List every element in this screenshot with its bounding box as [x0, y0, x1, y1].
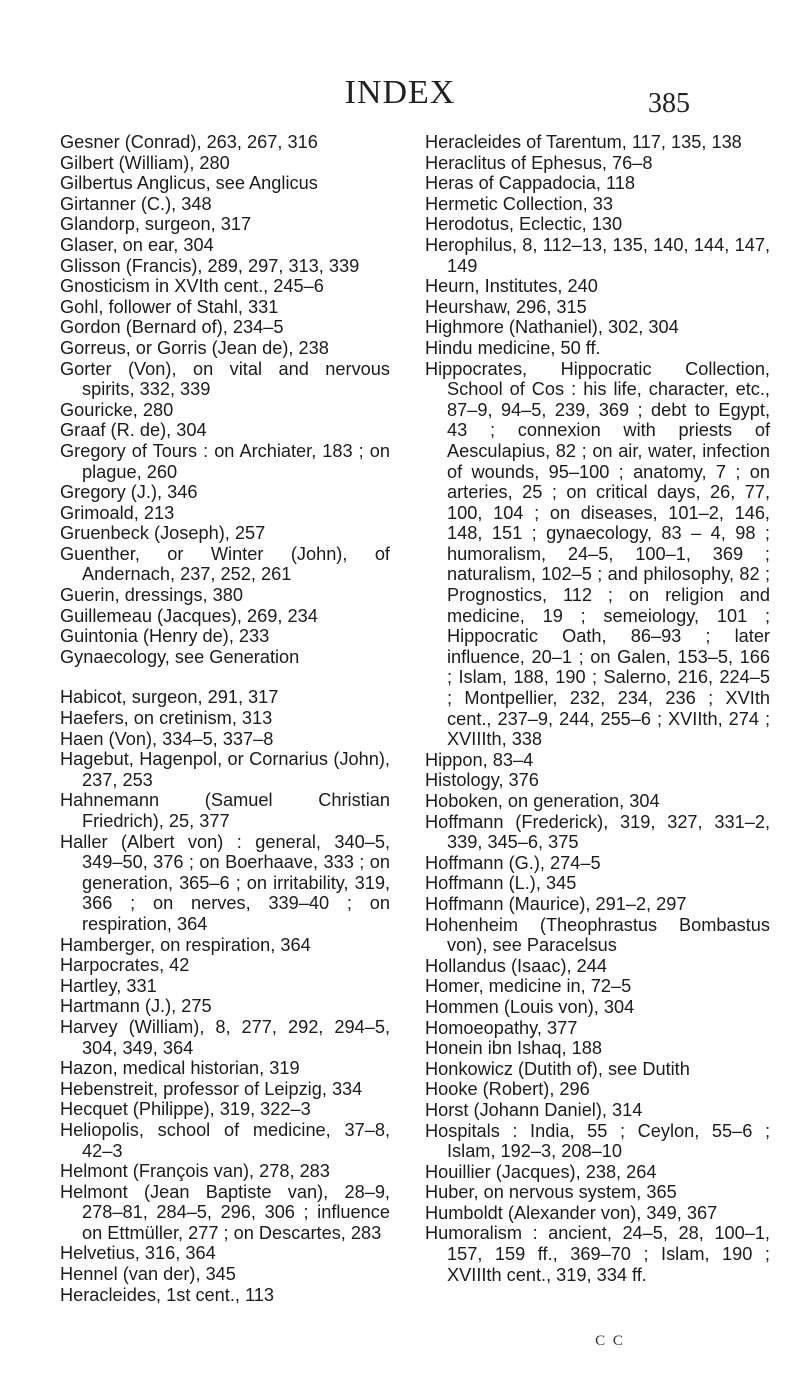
- index-entry: Hagebut, Hagenpol, or Cornarius (John), 237, 253: [60, 749, 390, 790]
- signature-mark: C C: [595, 1333, 625, 1349]
- index-entry: Histology, 376: [425, 770, 539, 791]
- index-entry: Heraclitus of Ephesus, 76–8: [425, 152, 653, 173]
- index-entry: Glisson (Francis), 289, 297, 313, 339: [60, 255, 360, 276]
- index-entry: Herophilus, 8, 112–13, 135, 140, 144, 147, 149: [425, 234, 770, 276]
- index-entry: Hoffmann (Frederick), 319, 327, 331–2, 339, 345–6, 375: [425, 811, 770, 853]
- section-gap: [60, 667, 390, 687]
- index-entry: Gruenbeck (Joseph), 257: [60, 523, 266, 544]
- index-entry: Haen (Von), 334–5, 337–8: [60, 728, 274, 749]
- index-entry: Glaser, on ear, 304: [60, 234, 214, 255]
- index-entry: Humoralism : ancient, 24–5, 28, 100–1, 157, 159 ff., 369–70 ; Islam, 190 ; XVIIIth cent., 319, 334 ff.: [425, 1223, 770, 1285]
- index-entry: Hindu medicine, 50 ff.: [425, 337, 601, 358]
- index-entry: Helmont (Jean Baptiste van), 28–9, 278–81, 284–5, 296, 306 ; influence on Ettmüller, 277 ; on Descartes, 283: [60, 1181, 390, 1243]
- index-entry: Homoeopathy, 377: [425, 1017, 578, 1038]
- index-entry: Hecquet (Philippe), 319, 322–3: [60, 1099, 311, 1120]
- index-entry: Heliopolis, school of medicine, 37–8, 42–3: [60, 1119, 390, 1161]
- index-entry: Guenther, or Winter (John), of Andernach, 237, 252, 261: [60, 543, 390, 585]
- index-entry: Hazon, medical historian, 319: [60, 1058, 300, 1079]
- index-entry: Gynaecology, see Generation: [60, 646, 300, 667]
- index-entry: Gordon (Bernard of), 234–5: [60, 317, 284, 338]
- page-title: INDEX: [344, 74, 456, 111]
- index-entry: Hospitals : India, 55 ; Ceylon, 55–6 ; Islam, 192–3, 208–10: [425, 1120, 770, 1162]
- index-entry: Gorter (Von), on vital and nervous spirits, 332, 339: [60, 358, 390, 400]
- index-entry: Hennel (van der), 345: [60, 1264, 236, 1285]
- index-entry: Honein ibn Ishaq, 188: [425, 1038, 602, 1059]
- index-entry: Gorreus, or Gorris (Jean de), 238: [60, 337, 329, 358]
- index-entry: Hollandus (Isaac), 244: [425, 955, 607, 976]
- index-entry: Gesner (Conrad), 263, 267, 316: [60, 132, 318, 152]
- index-entry: Hoffmann (G.), 274–5: [425, 852, 601, 873]
- index-entry: Hohenheim (Theophrastus Bombastus von), see Paracelsus: [425, 914, 770, 956]
- index-entry: Gregory of Tours : on Archiater, 183 ; on plague, 260: [60, 440, 390, 482]
- index-entry: Hartley, 331: [60, 975, 157, 996]
- index-entry: Hartmann (J.), 275: [60, 996, 212, 1017]
- index-entry: Glandorp, surgeon, 317: [60, 214, 252, 235]
- index-entry: Gregory (J.), 346: [60, 482, 198, 503]
- index-entry: Hoboken, on generation, 304: [425, 791, 660, 811]
- index-entry: Humboldt (Alexander von), 349, 367: [425, 1202, 718, 1223]
- index-entry: Homer, medicine in, 72–5: [425, 976, 632, 997]
- index-entry: Guintonia (Henry de), 233: [60, 626, 270, 647]
- index-entry: Guerin, dressings, 380: [60, 585, 243, 606]
- index-entry: Hoffmann (Maurice), 291–2, 297: [425, 893, 687, 914]
- index-entry: Gohl, follower of Stahl, 331: [60, 296, 279, 317]
- index-entry: Heras of Cappadocia, 118: [425, 173, 635, 194]
- index-entry: Haefers, on cretinism, 313: [60, 708, 273, 729]
- index-entry: Hoffmann (L.), 345: [425, 873, 577, 894]
- index-entry: Hippon, 83–4: [425, 749, 534, 770]
- index-entry: Horst (Johann Daniel), 314: [425, 1099, 643, 1120]
- index-entry: Heurshaw, 296, 315: [425, 296, 587, 317]
- index-entry: Grimoald, 213: [60, 502, 175, 523]
- index-entry: Guillemeau (Jacques), 269, 234: [60, 605, 318, 626]
- index-entry: Heurn, Institutes, 240: [425, 276, 598, 297]
- index-entry: Houillier (Jacques), 238, 264: [425, 1161, 657, 1182]
- index-entry: Gilbertus Anglicus, see Anglicus: [60, 173, 318, 194]
- index-entry: Hebenstreit, professor of Leipzig, 334: [60, 1078, 363, 1099]
- index-entry: Honkowicz (Dutith of), see Dutith: [425, 1058, 690, 1079]
- index-entry: Highmore (Nathaniel), 302, 304: [425, 317, 679, 338]
- index-entry: Hamberger, on respiration, 364: [60, 934, 311, 955]
- index-entry: Hippocrates, Hippocratic Collection, School of Cos : his life, character, etc., 87–9, 94–5, 239, 369 ; debt to Egypt, 43 ; connexion with priests of Aesculapius, 82 ; on air, water, infection of wounds, 95–100 ; anatomy, 7 ; on arteries, 25 ; on critical days, 26, 77, 100, 104 ; on diseases, 101–2, 146, 148, 151 ; gynaecology, 83 – 4, 98 ; humoralism, 24–5, 100–1, 369 ; naturalism, 102–5 ; and philosophy, 82 ; Prognostics, 112 ; on religion and medicine, 19 ; semeiology, 101 ; Hippocratic Oath, 86–93 ; later influence, 20–1 ; on Galen, 153–5, 166 ; Islam, 188, 190 ; Salerno, 216, 224–5 ; Montpellier, 232, 234, 236 ; XVIth cent., 237–9, 244, 255–6 ; XVIIth, 274 ; XVIIIth, 338: [425, 358, 770, 750]
- index-entry: Graaf (R. de), 304: [60, 420, 207, 441]
- index-entry: Gilbert (William), 280: [60, 152, 230, 173]
- index-entry: Hooke (Robert), 296: [425, 1079, 590, 1100]
- index-entry: Harvey (William), 8, 277, 292, 294–5, 304, 349, 364: [60, 1016, 390, 1058]
- index-entry: Harpocrates, 42: [60, 955, 190, 976]
- index-entry: Girtanner (C.), 348: [60, 193, 212, 214]
- index-entry: Habicot, surgeon, 291, 317: [60, 687, 279, 708]
- index-entry: Heracleides, 1st cent., 113: [60, 1284, 274, 1305]
- index-entry: Gouricke, 280: [60, 399, 174, 420]
- index-entry: Haller (Albert von) : general, 340–5, 349–50, 376 ; on Boerhaave, 333 ; on generation, 365–6 ; on irritability, 319, 366 ; on nerves, 339–40 ; on respiration, 364: [60, 831, 390, 934]
- index-entry: Hommen (Louis von), 304: [425, 996, 635, 1017]
- index-entry: Helmont (François van), 278, 283: [60, 1161, 330, 1182]
- index-column-right: [425, 132, 770, 1285]
- index-entry: Helvetius, 316, 364: [60, 1243, 216, 1264]
- index-entry: Gnosticism in XVIth cent., 245–6: [60, 276, 324, 297]
- index-entry: Hahnemann (Samuel Christian Friedrich), 25, 377: [60, 790, 390, 831]
- index-entry: Hermetic Collection, 33: [425, 193, 614, 214]
- page-number: 385: [648, 88, 690, 119]
- index-entry: Huber, on nervous system, 365: [425, 1182, 677, 1203]
- page-header: [0, 74, 800, 124]
- index-entry: Heracleides of Tarentum, 117, 135, 138: [425, 132, 742, 152]
- index-column-left: [60, 132, 390, 1305]
- index-entry: Herodotus, Eclectic, 130: [425, 214, 623, 235]
